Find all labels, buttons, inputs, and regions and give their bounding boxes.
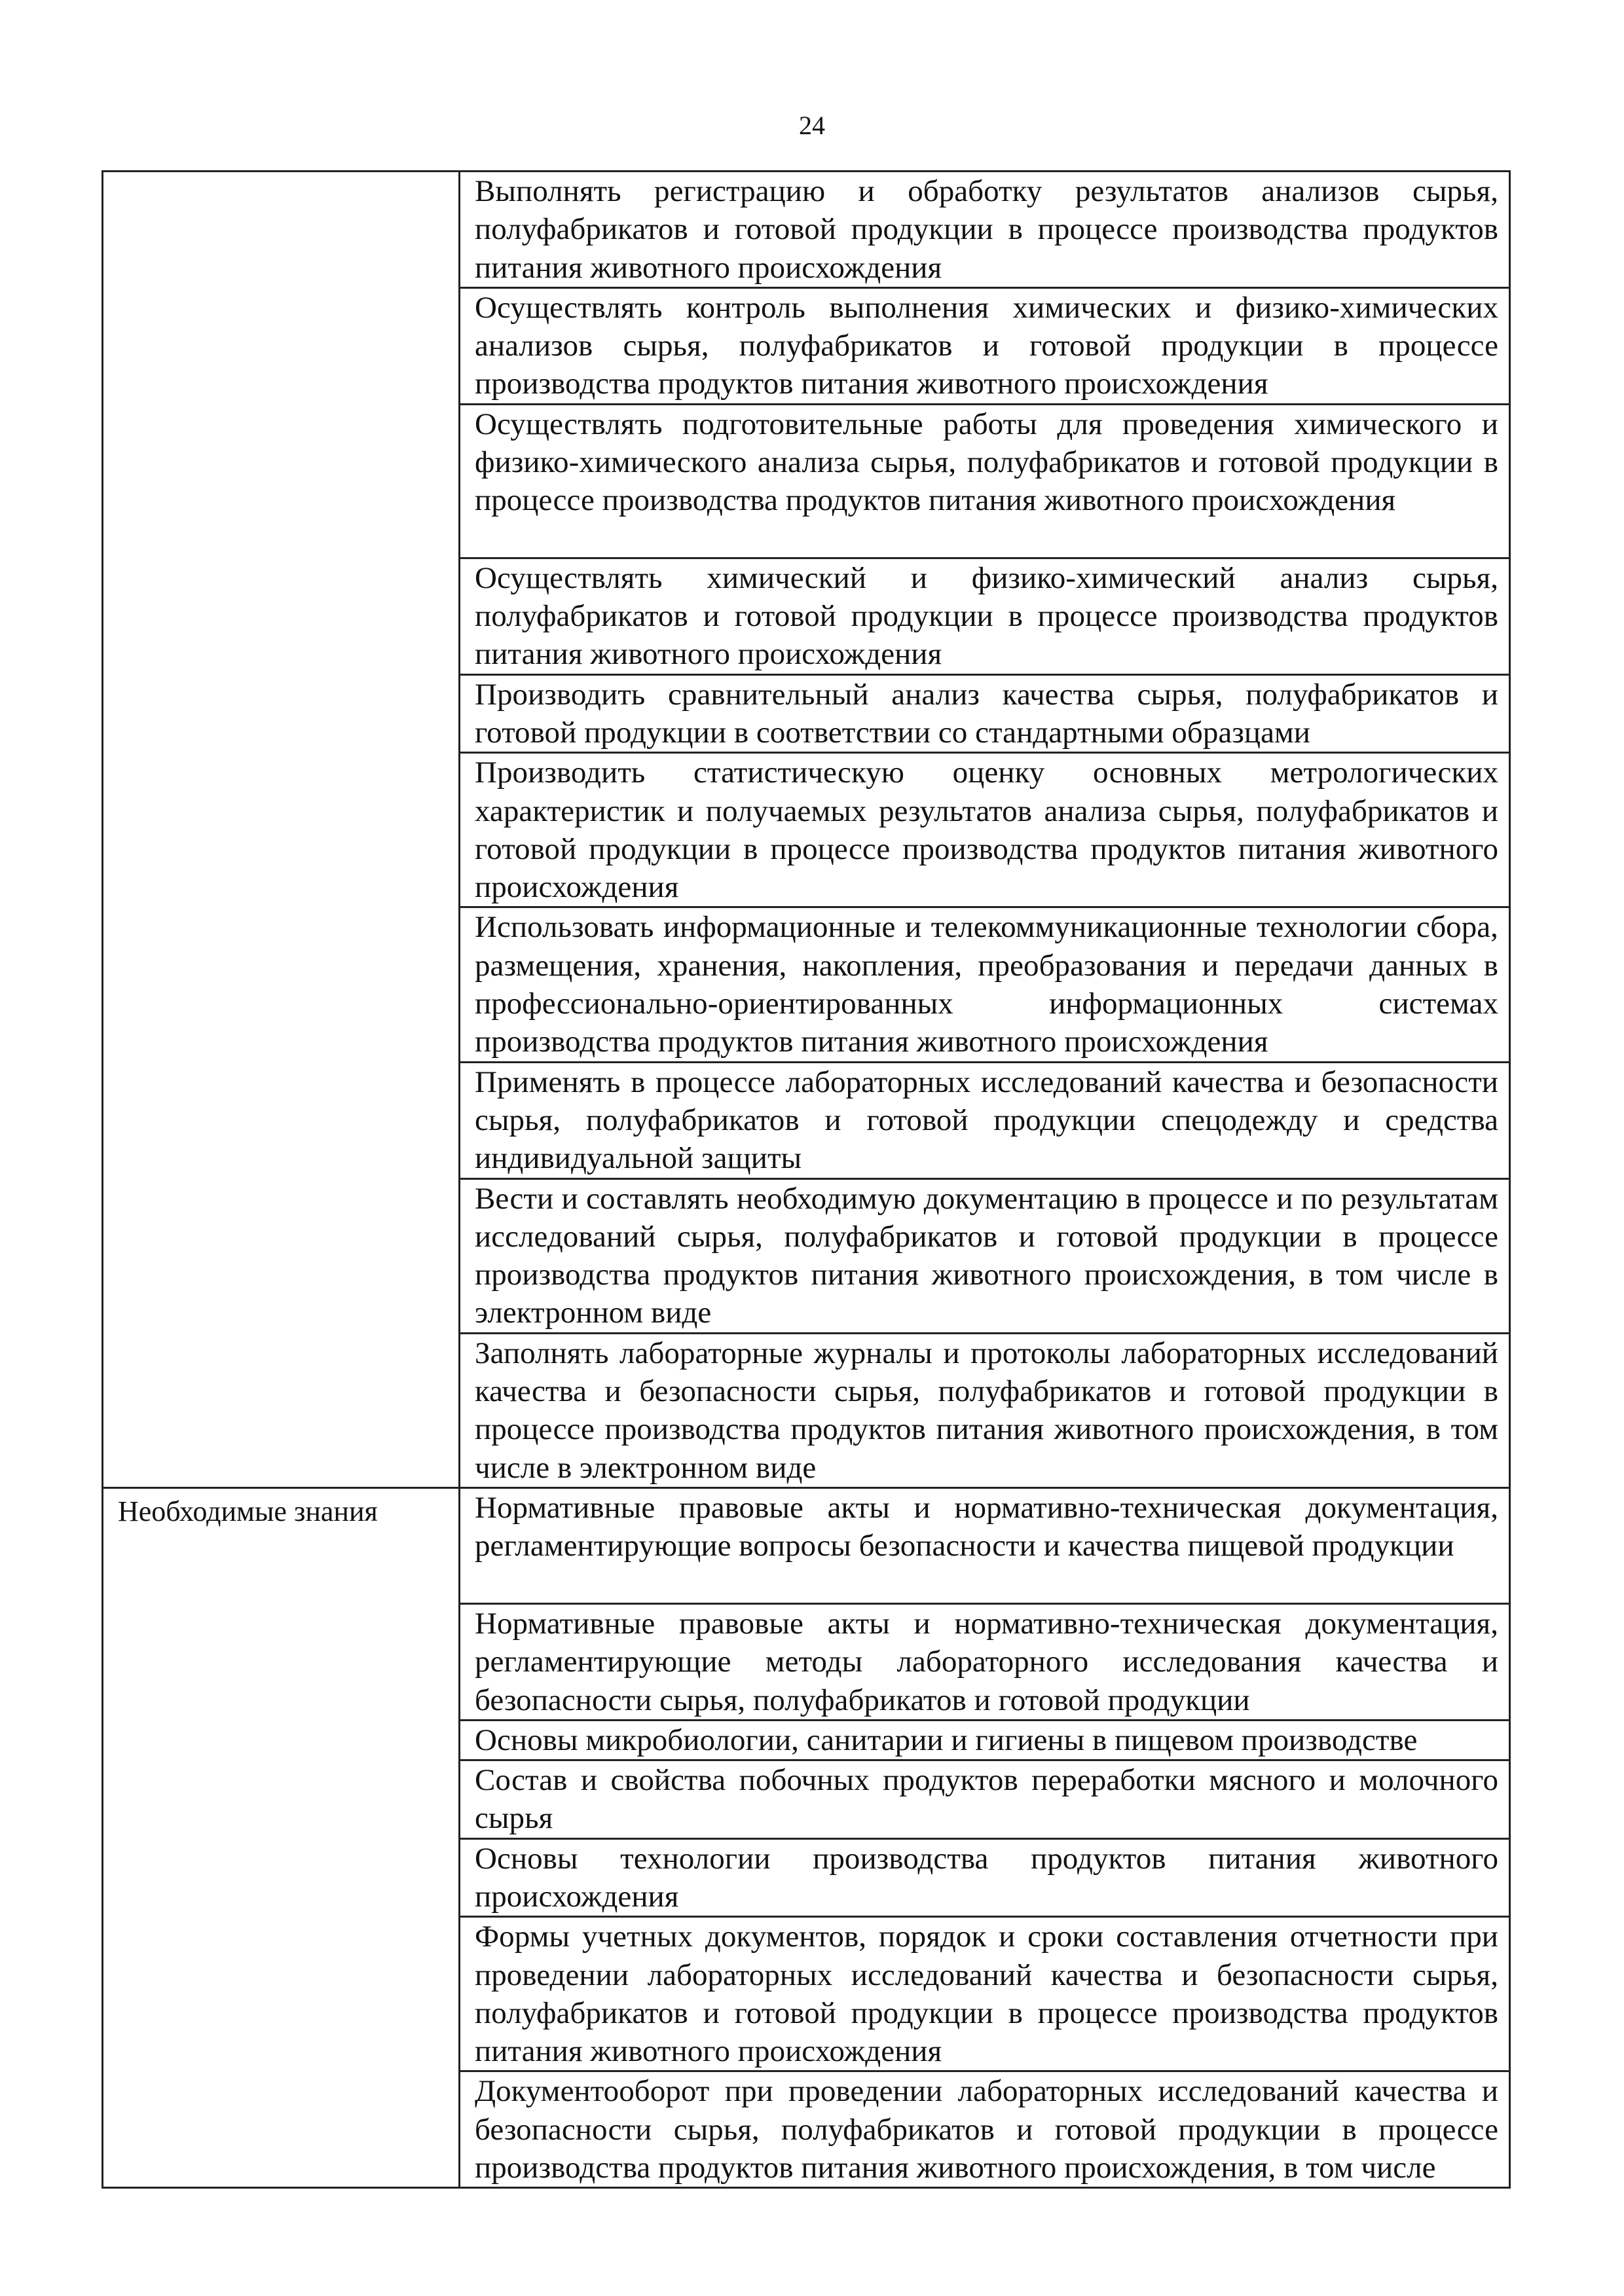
skill-item: Выполнять регистрацию и обработку результатов анализов сырья, полуфабрикатов и готовой продукции в процессе производства продуктов питания животного происхождения: [460, 172, 1510, 288]
requirements-table: [101, 170, 1511, 2189]
knowledge-label-cell: Необходимые знания: [103, 1487, 460, 2187]
skill-item: Вести и составлять необходимую документацию в процессе и по результатам исследований сырья, полуфабрикатов и готовой продукции в процессе производства продуктов питания животного происхождения, в том числе в электронном виде: [460, 1178, 1510, 1333]
skills-label-cell: [103, 172, 460, 1488]
skill-item: Производить сравнительный анализ качества сырья, полуфабрикатов и готовой продукции в соответствии со стандартными образцами: [460, 674, 1510, 753]
skill-item: Применять в процессе лабораторных исследований качества и безопасности сырья, полуфабрикатов и готовой продукции спецодежду и средства индивидуальной защиты: [460, 1062, 1510, 1178]
knowledge-item: Основы технологии производства продуктов питания животного происхождения: [460, 1838, 1510, 1917]
knowledge-item: Нормативные правовые акты и нормативно-техническая документация, регламентирующие вопросы безопасности и качества пищевой продукции: [460, 1487, 1510, 1603]
knowledge-item: Нормативные правовые акты и нормативно-техническая документация, регламентирующие методы лабораторного исследования качества и безопасности сырья, полуфабрикатов и готовой продукции: [460, 1603, 1510, 1720]
skill-item: Осуществлять контроль выполнения химических и физико-химических анализов сырья, полуфабрикатов и готовой продукции в процессе производства продуктов питания животного происхождения: [460, 287, 1510, 404]
skill-item: Осуществлять химический и физико-химический анализ сырья, полуфабрикатов и готовой продукции в процессе производства продуктов питания животного происхождения: [460, 558, 1510, 674]
table-row: [103, 1487, 1510, 1603]
knowledge-item: Документооборот при проведении лабораторных исследований качества и безопасности сырья, полуфабрикатов и готовой продукции в процессе производства продуктов питания животного происхождения, в том числе: [460, 2071, 1510, 2188]
skill-item: Использовать информационные и телекоммуникационные технологии сбора, размещения, хранения, накопления, преобразования и передачи данных в профессионально-ориентированных информационных системах производства продуктов питания животного происхождения: [460, 907, 1510, 1062]
knowledge-item: Формы учетных документов, порядок и сроки составления отчетности при проведении лабораторных исследований качества и безопасности сырья, полуфабрикатов и готовой продукции в процессе производства продуктов питания животного происхождения: [460, 1917, 1510, 2071]
skill-item: Производить статистическую оценку основных метрологических характеристик и получаемых результатов анализа сырья, полуфабрикатов и готовой продукции в процессе производства продуктов питания животного происхождения: [460, 753, 1510, 907]
table-row: [103, 172, 1510, 288]
knowledge-item: Состав и свойства побочных продуктов переработки мясного и молочного сырья: [460, 1760, 1510, 1839]
knowledge-item: Основы микробиологии, санитарии и гигиены в пищевом производстве: [460, 1720, 1510, 1760]
skill-item: Заполнять лабораторные журналы и протоколы лабораторных исследований качества и безопасности сырья, полуфабрикатов и готовой продукции в процессе производства продуктов питания животного происхождения, в том числе в электронном виде: [460, 1333, 1510, 1487]
skill-item: Осуществлять подготовительные работы для проведения химического и физико-химического анализа сырья, полуфабрикатов и готовой продукции в процессе производства продуктов питания животного происхождения: [460, 404, 1510, 558]
page-number: 24: [799, 111, 825, 140]
